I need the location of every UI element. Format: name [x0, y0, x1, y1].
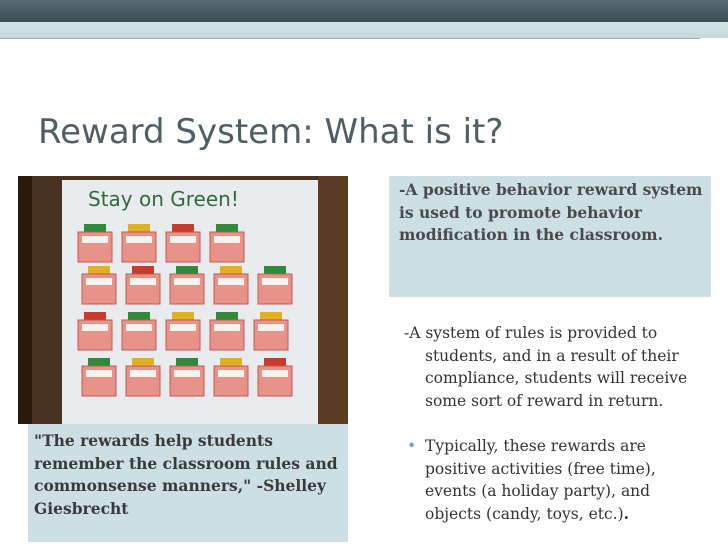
classroom-chart-photo: [18, 176, 348, 424]
pocket-name-label: [170, 324, 196, 331]
quote-box: [28, 424, 348, 542]
pocket-name-label: [82, 236, 108, 243]
header-bar: [0, 0, 728, 22]
rewards-bullet-text: Typically, these rewards are positive activities (free time), events (a holiday party), and objects (candy, toys, etc.): [425, 437, 656, 523]
pocket-chart-image: [18, 176, 348, 424]
pocket-name-label: [126, 236, 152, 243]
poster-heading: Stay on Green!: [88, 187, 239, 211]
pocket-name-label: [262, 370, 288, 377]
pocket-name-label: [126, 324, 152, 331]
pocket-name-label: [262, 278, 288, 285]
pocket-name-label: [174, 278, 200, 285]
rules-paragraph: -A system of rules is provided to students, and in a result of their compliance, students will receive some sort of reward in return.: [404, 324, 688, 410]
rewards-bullet-period: .: [623, 503, 630, 523]
pocket-name-label: [174, 370, 200, 377]
pocket-name-label: [214, 324, 240, 331]
definition-box: [389, 176, 711, 297]
definition-text: -A positive behavior reward system is used to promote behavior modification in the classroom.: [399, 180, 703, 244]
pocket-name-label: [218, 370, 244, 377]
pocket-name-label: [86, 370, 112, 377]
quote-text: "The rewards help students remember the classroom rules and commonsense manners," -Shelley Giesbrecht: [34, 431, 338, 518]
header-divider: [0, 38, 700, 39]
pocket-name-label: [170, 236, 196, 243]
pocket-name-label: [86, 278, 112, 285]
header-accent-strip: [0, 22, 728, 38]
pocket-name-label: [130, 278, 156, 285]
pocket-name-label: [218, 278, 244, 285]
pocket-name-label: [214, 236, 240, 243]
rewards-bullet: [405, 435, 705, 525]
pocket-name-label: [82, 324, 108, 331]
pocket-name-label: [130, 370, 156, 377]
pocket-name-label: [258, 324, 284, 331]
slide-title: Reward System: What is it?: [38, 112, 504, 152]
bullet-icon: •: [407, 437, 417, 455]
